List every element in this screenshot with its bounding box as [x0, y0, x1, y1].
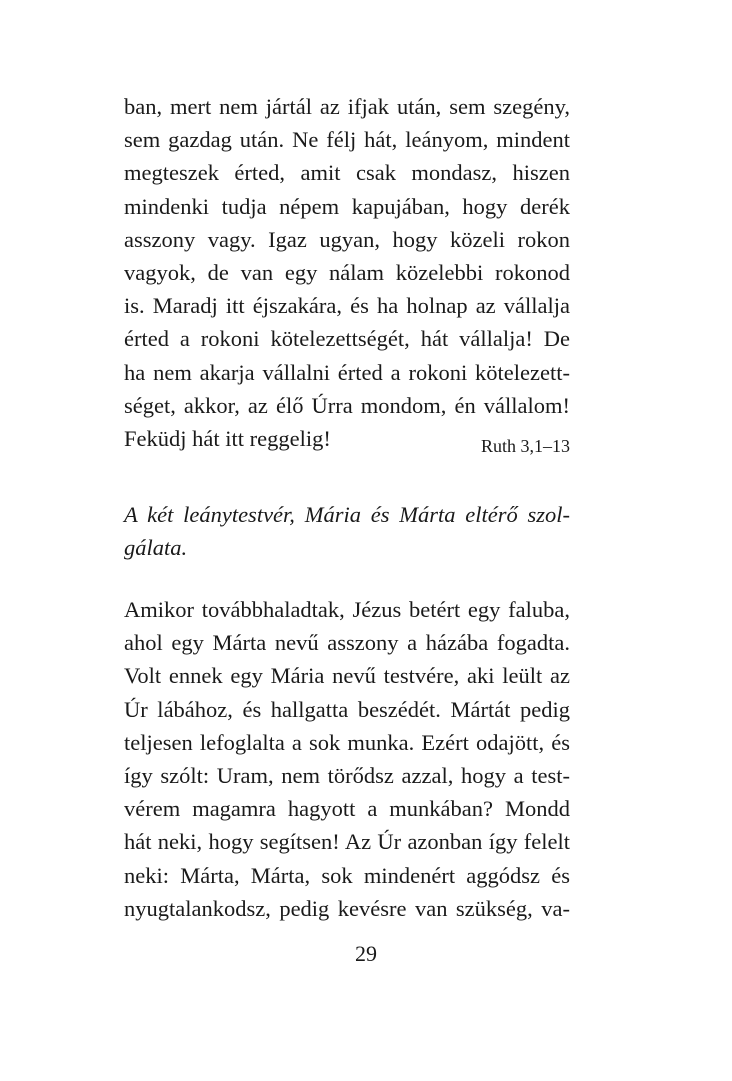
text-line: séget, akkor, az élő Úrra mondom, én vállalom!: [124, 392, 570, 418]
text-line: hát neki, hogy segítsen! Az Úr azonban így felelt: [124, 829, 570, 855]
text-line: Úr lábához, és hallgatta beszédét. Mártát pedig: [124, 696, 570, 722]
text-line: sem gazdag után. Ne félj hát, leányom, mindent: [124, 127, 570, 153]
text-line: Volt ennek egy Mária nevű testvére, aki leült az: [124, 663, 570, 689]
heading-line: A két leánytestvér, Mária és Márta eltérő szol-: [124, 502, 570, 527]
page-number: 29: [355, 941, 377, 966]
text-line: asszony vagy. Igaz ugyan, hogy közeli rokon: [124, 226, 570, 252]
text-line: Feküdj hát itt reggelig!: [124, 425, 331, 451]
text-line: érted a rokoni kötelezettségét, hát vállalja! De: [124, 326, 570, 352]
text-line: vagyok, de van egy nálam közelebbi rokonod: [124, 259, 570, 285]
text-line: teljesen lefoglalta a sok munka. Ezért odajött, és: [124, 729, 570, 755]
text-line: mindenki tudja népem kapujában, hogy derék: [124, 193, 570, 219]
ruth-passage: [124, 90, 570, 455]
heading-line: gálata.: [124, 535, 188, 561]
text-line: Amikor továbbhaladtak, Jézus betért egy faluba,: [124, 597, 570, 622]
text-line: nyugtalankodsz, pedig kevésre van szükség, va-: [124, 895, 570, 921]
luke-passage: [124, 593, 570, 925]
text-line: vérem magamra hagyott a munkában? Mondd: [124, 796, 570, 822]
text-line: ban, mert nem jártál az ifjak után, sem szegény,: [124, 94, 570, 119]
text-line: megteszek érted, amit csak mondasz, hiszen: [124, 160, 570, 186]
text-line: ahol egy Márta nevű asszony a házába fogadta.: [124, 630, 570, 656]
bible-citation: Ruth 3,1–13: [480, 436, 570, 456]
text-line: is. Maradj itt éjszakára, és ha holnap az vállalja: [124, 293, 570, 319]
section-heading: [124, 498, 570, 564]
text-line: így szólt: Uram, nem törődsz azzal, hogy a test-: [124, 762, 570, 788]
text-line: ha nem akarja vállalni érted a rokoni kötelezett-: [124, 359, 570, 385]
text-line: neki: Márta, Márta, sok mindenért aggódsz és: [124, 862, 570, 888]
